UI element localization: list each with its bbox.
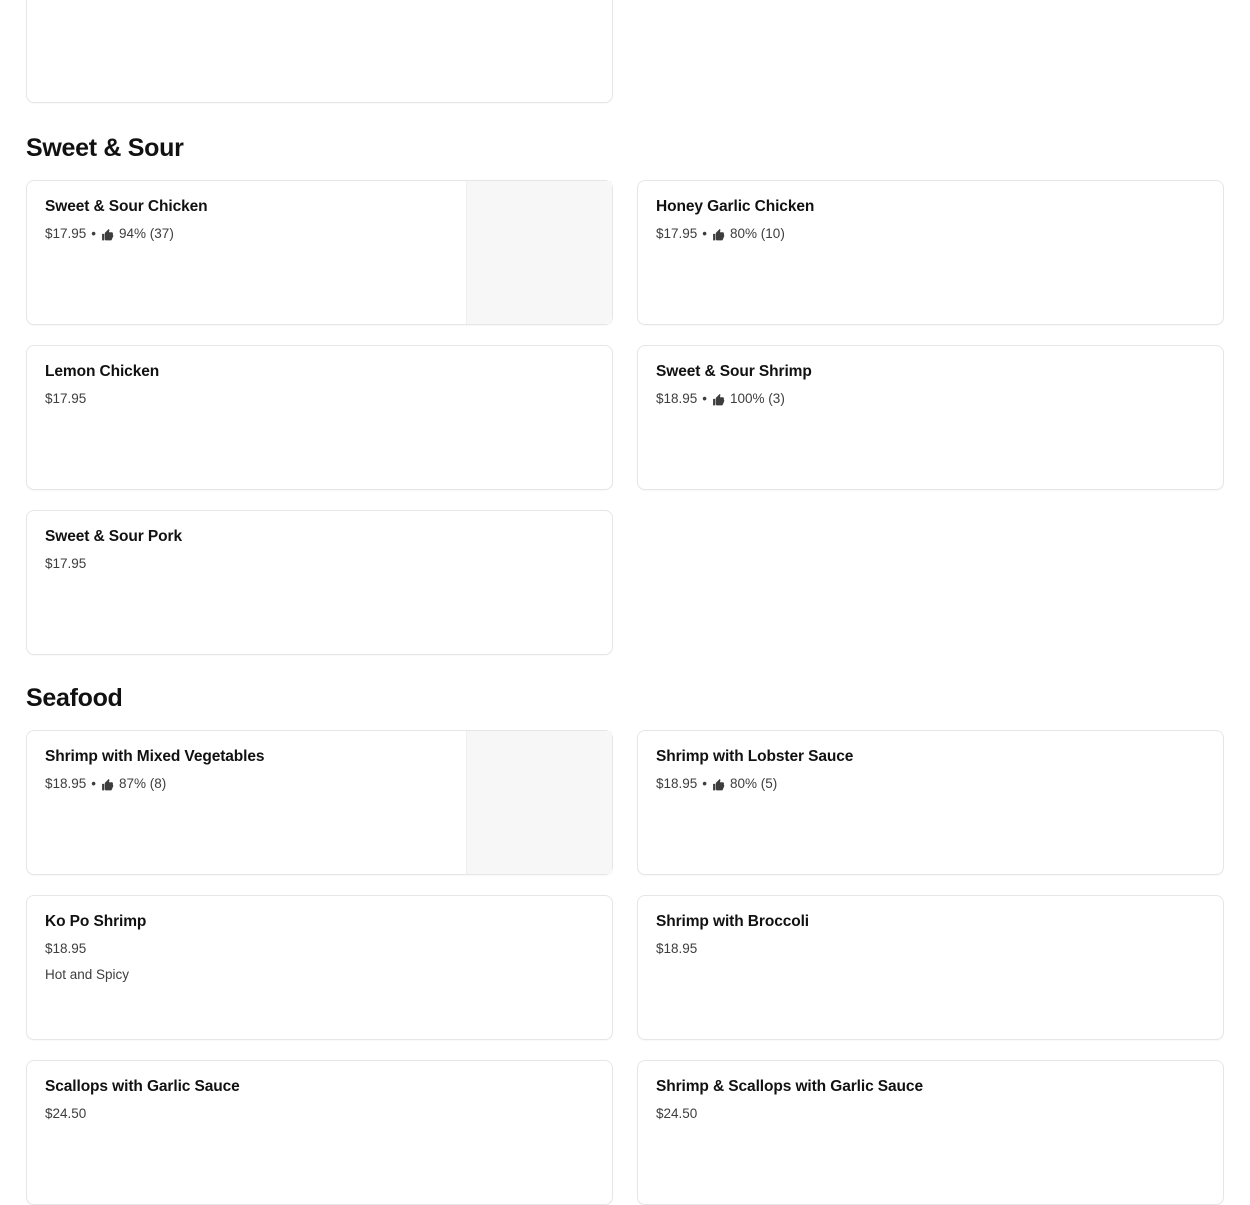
menu-item-card[interactable] [637,1060,1224,1205]
menu-item-description: Hot and Spicy [45,967,130,983]
menu-item-meta [656,225,1205,244]
menu-item-price: $17.95 [45,555,87,571]
separator-dot: • [702,390,708,406]
menu-item-rating: 87% (8) [119,775,167,791]
menu-grid-seafood-partial [26,1040,1224,1121]
menu-item-price: $18.95 [45,775,87,791]
menu-item-name: Shrimp & Scallops with Garlic Sauce [656,1078,923,1095]
menu-item-card[interactable] [26,0,613,103]
menu-item-card[interactable] [26,180,613,325]
menu-item-name: Shrimp with Lobster Sauce [656,748,854,765]
menu-item-card[interactable] [26,510,613,655]
menu-item-price: $24.50 [656,1105,698,1121]
section-title-seafood: Seafood [26,684,123,712]
menu-item-body [638,731,1223,793]
menu-item-card[interactable] [26,1060,613,1205]
thumbs-up-icon [712,229,725,242]
separator-dot: • [702,225,708,241]
menu-item-meta [656,1105,1205,1124]
menu-grid-sweet-sour [26,180,1224,655]
menu-item-name: Lemon Chicken [45,363,160,380]
menu-item-meta [656,390,1205,409]
menu-item-card[interactable] [637,895,1224,1040]
menu-item-rating: 94% (37) [119,225,174,241]
menu-item-price: $17.95 [656,225,698,241]
menu-item-meta [45,1105,594,1124]
menu-item-card[interactable] [26,345,613,490]
previous-section-partial [26,0,1224,105]
menu-item-rating: 80% (10) [730,225,785,241]
separator-dot: • [91,225,97,241]
menu-item-meta [656,775,1205,794]
menu-item-body [638,1061,1223,1123]
menu-item-meta [45,225,594,244]
menu-item-name: Sweet & Sour Shrimp [656,363,812,380]
menu-item-body [27,731,612,793]
thumbs-up-icon [712,779,725,792]
menu-item-price: $17.95 [45,225,87,241]
menu-item-meta [45,555,594,574]
menu-item-price: $18.95 [656,390,698,406]
menu-item-meta [656,940,1205,959]
menu-item-meta [45,390,594,409]
menu-item-price: $18.95 [656,940,698,956]
menu-item-name: Shrimp with Broccoli [656,913,810,930]
menu-item-body [27,511,612,573]
menu-item-body [27,896,612,985]
menu-item-meta [45,940,594,959]
menu-item-name: Sweet & Sour Pork [45,528,182,545]
menu-item-body [638,346,1223,408]
menu-item-card[interactable] [637,345,1224,490]
separator-dot: • [702,775,708,791]
menu-item-name: Sweet & Sour Chicken [45,198,208,215]
menu-item-body [27,181,612,243]
thumbs-up-icon [101,779,114,792]
menu-item-price: $17.95 [45,390,87,406]
menu-item-body [27,346,612,408]
thumbs-up-icon [101,229,114,242]
section-title-sweet-sour: Sweet & Sour [26,134,184,162]
menu-item-body [638,896,1223,958]
menu-grid-seafood [26,730,1224,1040]
menu-item-name: Shrimp with Mixed Vegetables [45,748,265,765]
menu-item-card[interactable] [637,180,1224,325]
menu-item-meta [45,775,594,794]
menu-item-card[interactable] [26,730,613,875]
menu-item-name: Honey Garlic Chicken [656,198,815,215]
menu-item-rating: 80% (5) [730,775,778,791]
menu-item-name: Scallops with Garlic Sauce [45,1078,240,1095]
menu-item-price: $24.50 [45,1105,87,1121]
thumbs-up-icon [712,394,725,407]
menu-item-rating: 100% (3) [730,390,785,406]
menu-item-body [27,1061,612,1123]
menu-item-price: $18.95 [45,940,87,956]
menu-item-name: Ko Po Shrimp [45,913,147,930]
menu-item-card[interactable] [26,895,613,1040]
menu-item-body [638,181,1223,243]
menu-item-price: $18.95 [656,775,698,791]
separator-dot: • [91,775,97,791]
menu-item-card[interactable] [637,730,1224,875]
